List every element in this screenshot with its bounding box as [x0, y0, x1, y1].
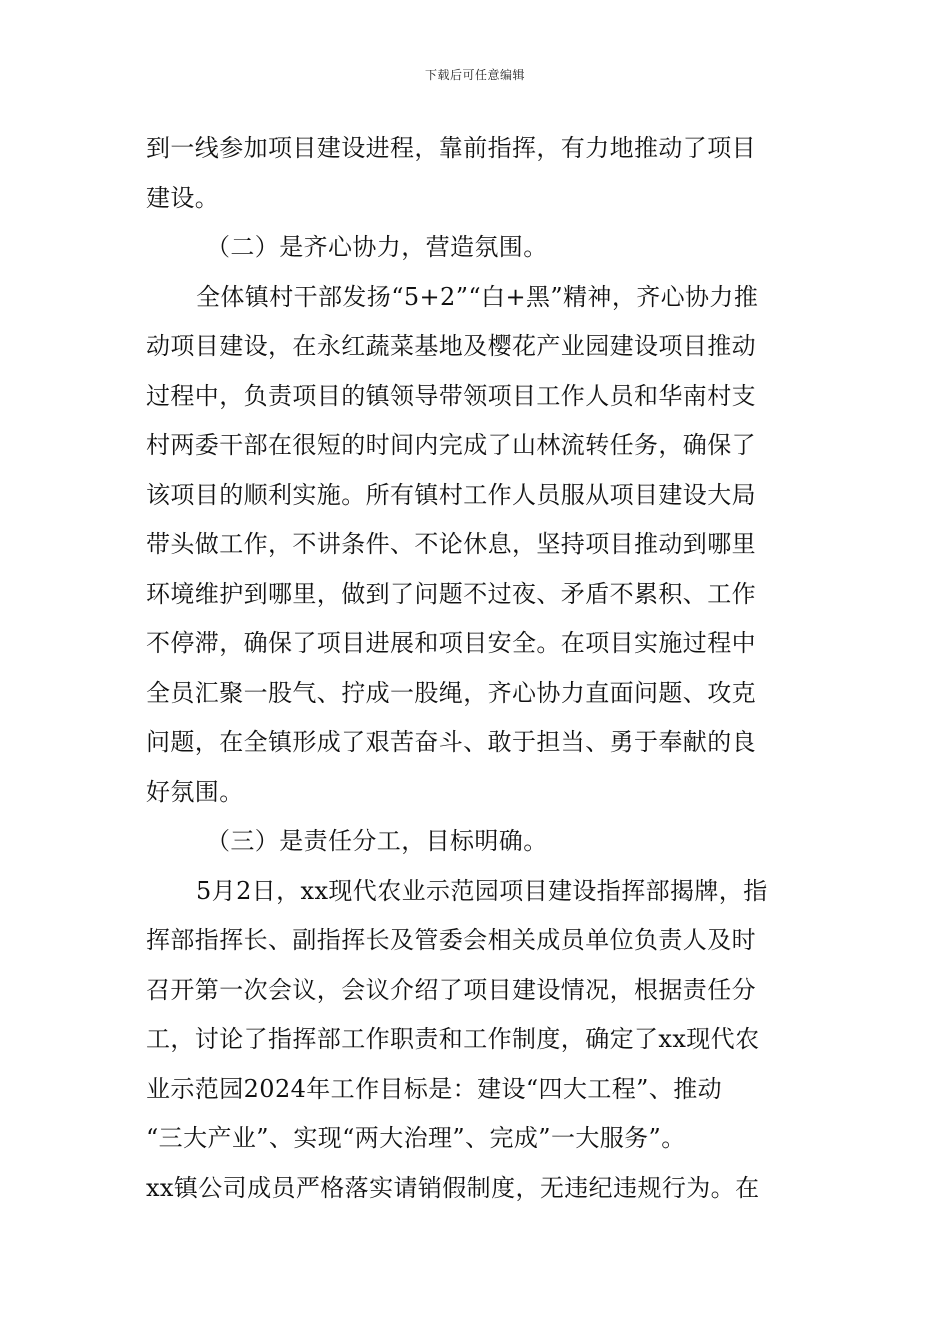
- text-line: 该项目的顺利实施。所有镇村工作人员服从项目建设大局: [146, 480, 756, 509]
- text-line: 业示范园2024年工作目标是：建设“四大工程”、推动: [146, 1074, 723, 1103]
- text-line: “三大产业”、实现“两大治理”、完成”一大服务”。: [146, 1124, 686, 1152]
- heading-line: （二）是齐心协力，营造氛围。: [206, 233, 548, 261]
- text-line: xx镇公司成员严格落实请销假制度，无违纪违规行为。在: [146, 1173, 760, 1202]
- text-line: 全体镇村干部发扬“5+2”“白+黑”精神，齐心协力推: [196, 282, 759, 311]
- paragraph-teamwork: [146, 273, 810, 818]
- section-heading-2: [146, 223, 810, 273]
- text-line: 问题，在全镇形成了艰苦奋斗、敢于担当、勇于奉献的良: [146, 728, 756, 756]
- text-line: 5月2日，xx现代农业示范园项目建设指挥部揭牌，指: [196, 876, 768, 905]
- text-line: 到一线参加项目建设进程，靠前指挥，有力地推动了项目: [146, 134, 756, 162]
- page-header-note: 下载后可任意编辑: [424, 68, 525, 82]
- section-heading-3: [146, 817, 810, 867]
- heading-line: （三）是责任分工，目标明确。: [206, 827, 548, 855]
- text-line: 村两委干部在很短的时间内完成了山林流转任务，确保了: [146, 431, 756, 459]
- text-line: 挥部指挥长、副指挥长及管委会相关成员单位负责人及时: [146, 926, 756, 954]
- text-line: 动项目建设，在永红蔬菜基地及樱花产业园建设项目推动: [146, 332, 756, 360]
- text-line: 带头做工作，不讲条件、不论休息，坚持项目推动到哪里: [146, 530, 756, 558]
- text-line: 建设。: [146, 183, 220, 212]
- text-line: 好氛围。: [146, 777, 244, 806]
- paragraph-responsibility: [146, 867, 810, 1214]
- document-body: [146, 124, 810, 1213]
- text-line: 不停滞，确保了项目进展和项目安全。在项目实施过程中: [146, 629, 756, 657]
- text-line: 环境维护到哪里，做到了问题不过夜、矛盾不累积、工作: [146, 579, 756, 608]
- text-line: 全员汇聚一股气、拧成一股绳，齐心协力直面问题、攻克: [146, 678, 756, 707]
- text-line: 过程中，负责项目的镇领导带领项目工作人员和华南村支: [146, 381, 756, 410]
- text-line: 工，讨论了指挥部工作职责和工作制度，确定了xx现代农: [146, 1025, 760, 1053]
- paragraph-continuation: [146, 124, 810, 223]
- text-line: 召开第一次会议，会议介绍了项目建设情况，根据责任分: [146, 975, 756, 1004]
